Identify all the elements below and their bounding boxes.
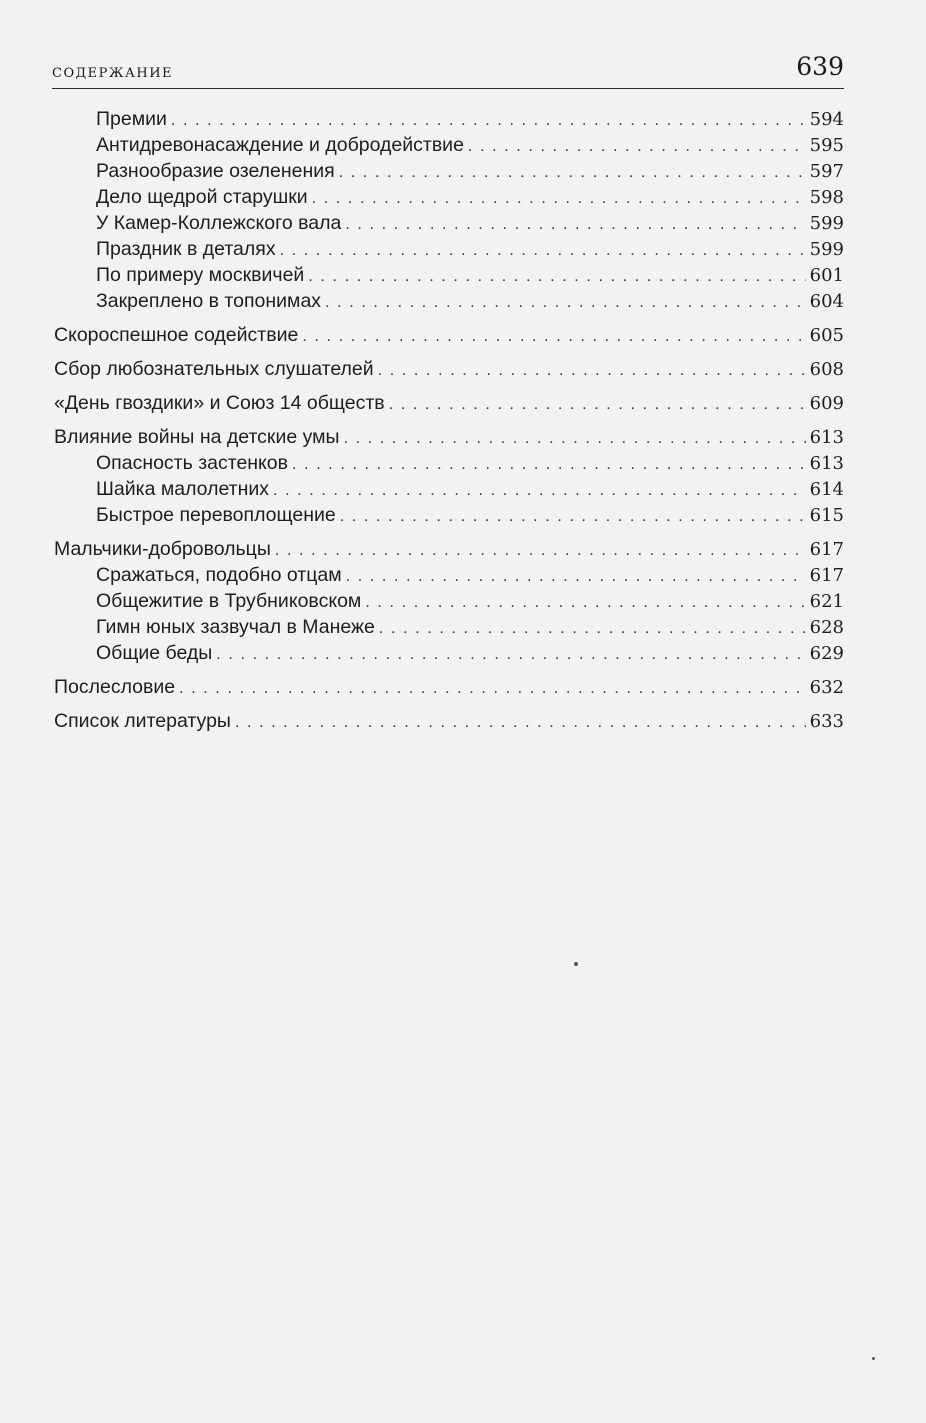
dot-leader [235,710,806,736]
toc-entry-title: У Камер-Коллежского вала [96,212,342,234]
toc-entry-page: 601 [809,265,844,286]
toc-entry-title: Закреплено в топонимах [96,290,322,312]
toc-entry-page: 613 [809,453,844,474]
dot-leader [280,238,806,264]
paper-speck [574,962,578,966]
toc-section-entry [52,450,844,476]
toc-chapter-entry [52,390,844,416]
toc-entry-title: Список литературы [54,710,231,732]
dot-leader [179,676,806,702]
toc-entry-title: Общие беды [96,642,213,664]
dot-leader [339,160,806,186]
running-head [52,52,844,90]
toc-section-entry [52,262,844,288]
section-title: содержание [52,60,174,82]
dot-leader [344,426,806,452]
toc-entry-title: Сражаться, подобно отцам [96,564,342,586]
toc-entry-title: Дело щедрой старушки [96,186,308,208]
dot-leader [346,564,806,590]
toc-entry-page: 621 [809,591,844,612]
toc-entry-page: 609 [809,393,844,414]
toc-section-entry [52,236,844,262]
toc-section-entry [52,476,844,502]
dot-leader [379,616,806,642]
toc-entry-page: 608 [809,359,844,380]
header-rule [52,88,844,89]
toc-entry-title: Премии [96,108,167,130]
dot-leader [275,538,806,564]
toc-entry-page: 613 [809,427,844,448]
toc-entry-title: Быстрое перевоплощение [96,504,336,526]
toc-entry-title: Шайка малолетних [96,478,270,500]
toc-chapter-entry [52,424,844,450]
dot-leader [308,264,805,290]
toc-section-entry [52,562,844,588]
toc-entry-title: Праздник в деталях [96,238,276,260]
toc-section-entry [52,158,844,184]
toc-entry-title: Влияние войны на детские умы [54,426,340,448]
toc-chapter-entry [52,674,844,700]
toc-entry-page: 633 [809,711,844,732]
dot-leader [171,108,806,134]
toc-entry-title: Послесловие [54,676,176,698]
page-number: 639 [796,52,844,81]
dot-leader [340,504,806,530]
toc-entry-title: Разнообразие озеленения [96,160,335,182]
toc-section-entry [52,640,844,666]
toc-section-entry [52,502,844,528]
toc-entry-page: 604 [809,291,844,312]
toc-entry-page: 605 [809,325,844,346]
toc-chapter-entry [52,536,844,562]
toc-entry-page: 617 [809,565,844,586]
toc-entry-page: 599 [809,213,844,234]
toc-entry-title: «День гвоздики» и Союз 14 обществ [54,392,385,414]
dot-leader [365,590,805,616]
paper-speck [872,1357,875,1360]
toc-entry-page: 629 [809,643,844,664]
toc-chapter-entry [52,356,844,382]
toc-section-entry [52,288,844,314]
toc-entry-title: Гимн юных зазвучал в Манеже [96,616,375,638]
toc-section-entry [52,588,844,614]
toc-entry-page: 597 [809,161,844,182]
dot-leader [389,392,806,418]
dot-leader [273,478,806,504]
dot-leader [468,134,806,160]
toc-section-entry [52,106,844,132]
dot-leader [325,290,806,316]
dot-leader [292,452,806,478]
toc-entry-page: 632 [809,677,844,698]
toc-entry-page: 614 [809,479,844,500]
toc-entry-title: Сбор любознательных слушателей [54,358,374,380]
toc-entry-page: 595 [809,135,844,156]
toc-entry-page: 628 [809,617,844,638]
dot-leader [216,642,805,668]
toc-section-entry [52,614,844,640]
table-of-contents [52,106,844,734]
toc-section-entry [52,132,844,158]
toc-chapter-entry [52,708,844,734]
toc-section-entry [52,184,844,210]
toc-entry-page: 617 [809,539,844,560]
toc-entry-title: Опасность застенков [96,452,289,474]
toc-entry-title: Скороспешное содействие [54,324,299,346]
toc-entry-title: Мальчики-добровольцы [54,538,271,560]
dot-leader [378,358,806,384]
toc-entry-title: По примеру москвичей [96,264,305,286]
toc-entry-page: 615 [809,505,844,526]
dot-leader [302,324,805,350]
toc-entry-page: 599 [809,239,844,260]
toc-section-entry [52,210,844,236]
toc-entry-title: Антидревонасаждение и добродействие [96,134,464,156]
toc-entry-page: 598 [809,187,844,208]
dot-leader [345,212,805,238]
toc-entry-page: 594 [809,109,844,130]
dot-leader [312,186,806,212]
toc-chapter-entry [52,322,844,348]
toc-entry-title: Общежитие в Трубниковском [96,590,362,612]
